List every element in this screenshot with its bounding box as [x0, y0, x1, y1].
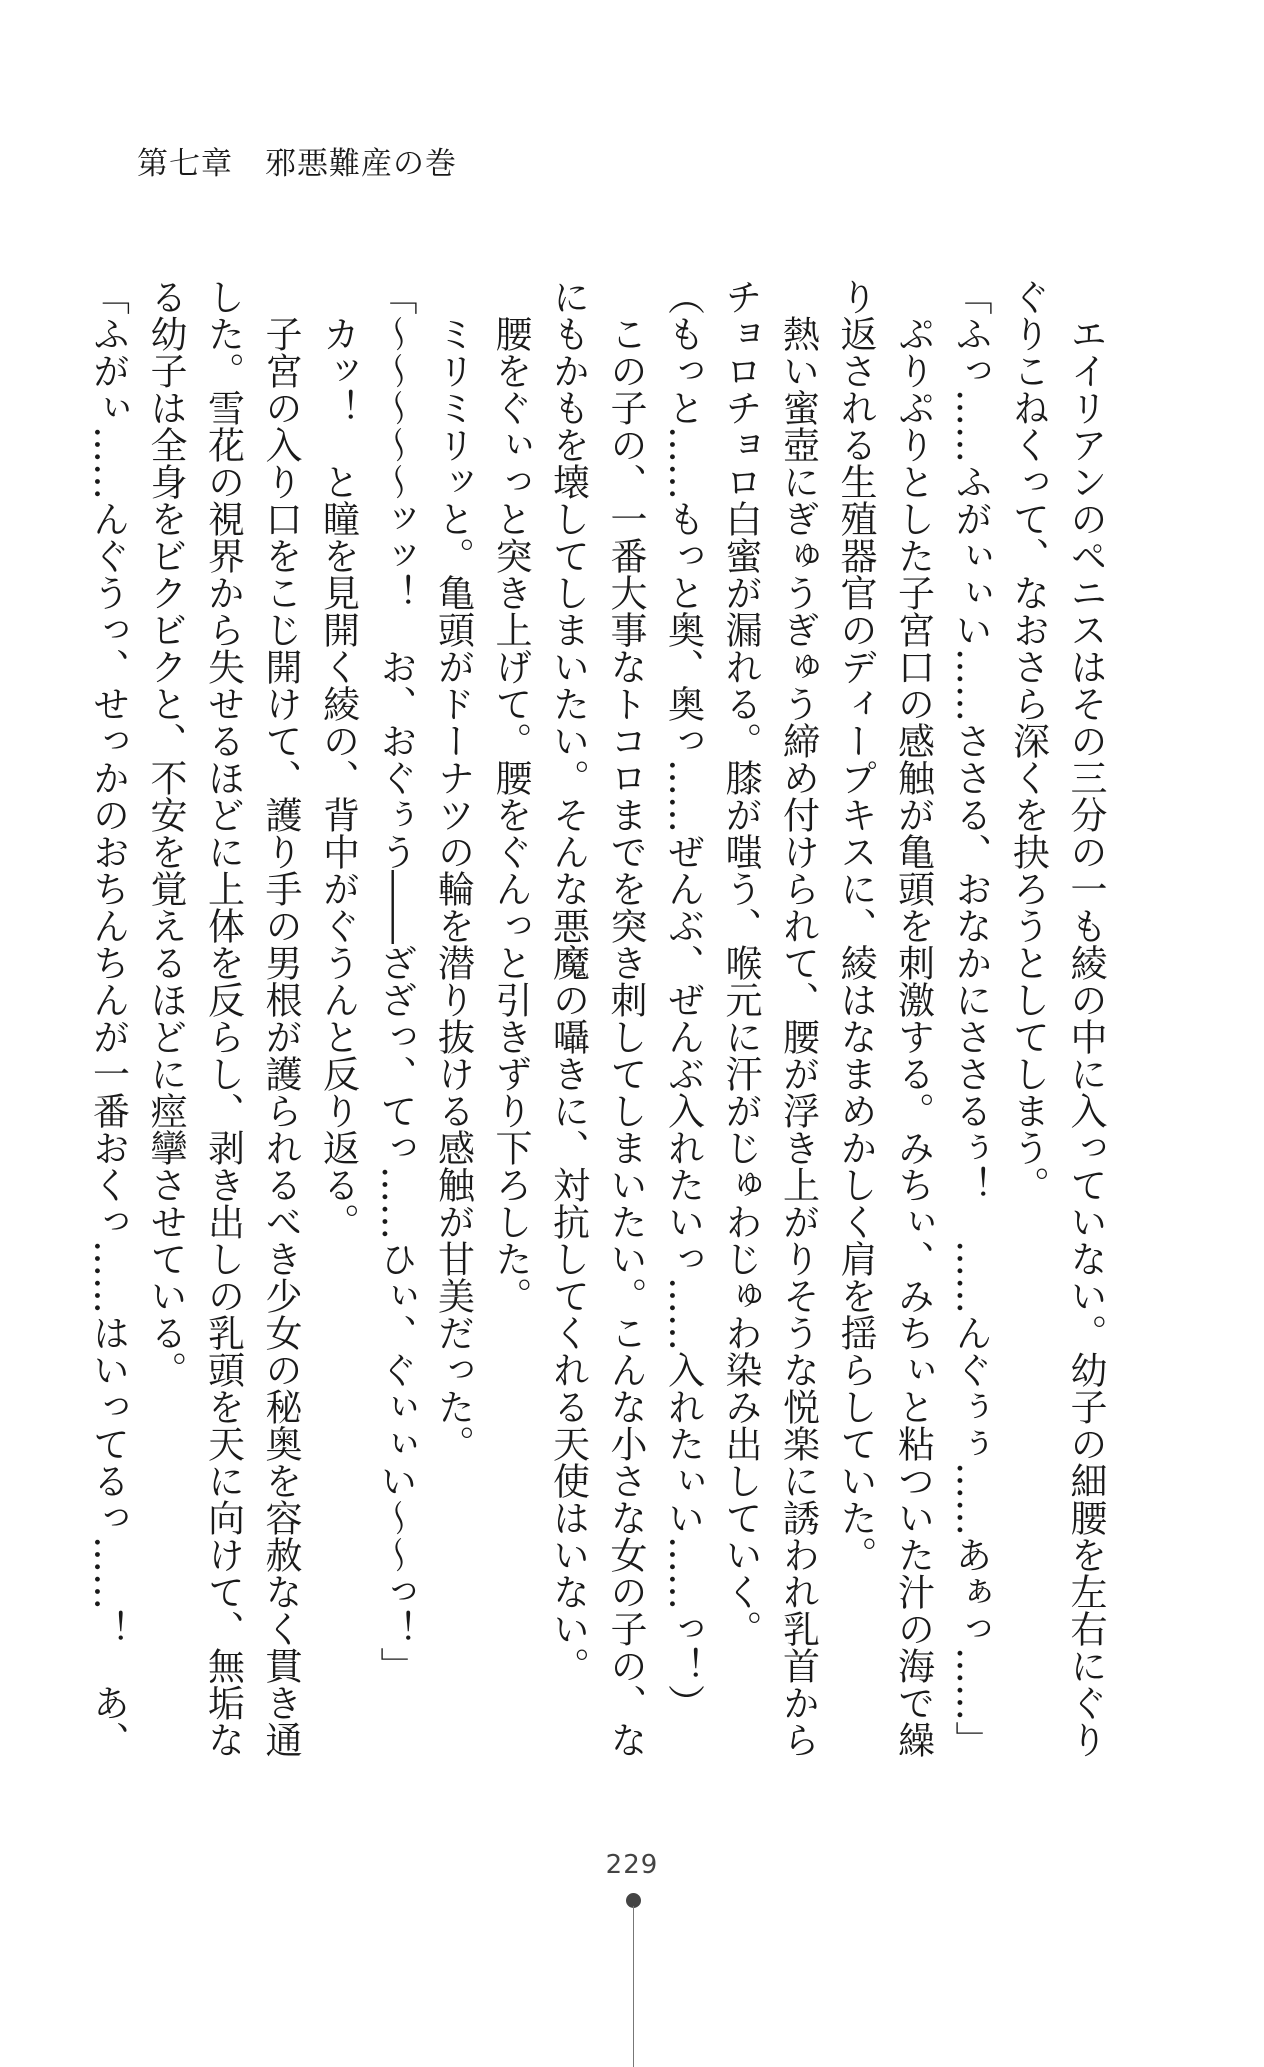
folio-line — [633, 1906, 634, 2067]
text-line-16: した。雪花の視界から失せるほどに上体を反らし、剥き出しの乳頭を天に向けて、無垢な — [201, 278, 245, 1758]
text-line-4: ぷりぷりとした子宮口の感触が亀頭を刺激する。みちぃ、みちぃと粘ついた汁の海で繰 — [891, 278, 935, 1758]
text-line-6: 熱い蜜壺にぎゅうぎゅう締め付けられて、腰が浮き上がりそうな悦楽に誘われ乳首から — [776, 278, 820, 1758]
text-line-17: る幼子は全身をビクビクと、不安を覚えるほどに痙攣させている。 — [144, 278, 187, 1388]
text-line-7: チョロチョロ白蜜が漏れる。膝が嗤う、喉元に汗がじゅわじゅわ染み出していく。 — [719, 278, 762, 1647]
text-line-2: ぐりこねくって、なおさら深くを抉ろうとしてしまう。 — [1006, 278, 1050, 1203]
text-line-13: 「～～～～～ッッ！ お、おぐぅう――ざざっ、てっ……ひぃ、ぐぃぃい～～っ！」 — [374, 278, 417, 1684]
text-line-3: 「ふっ……ふがぃぃい……ささる、おなかにささるぅ！ ……んぐぅぅ……あぁっ……」 — [949, 278, 992, 1758]
text-line-5: り返される生殖器官のディープキスに、綾はなまめかしく肩を揺らしていた。 — [834, 278, 877, 1573]
page-number: 229 — [605, 1850, 659, 1880]
text-line-14: カッ！ と瞳を見開く綾の、背中がぐうんと反り返る。 — [316, 278, 360, 1240]
text-line-10: にもかもを壊してしまいたい。そんな悪魔の囁きに、対抗してくれる天使はいない。 — [546, 278, 590, 1684]
vertical-body-text — [79, 278, 1114, 1758]
text-line-1: エイリアンのペニスはその三分の一も綾の中に入っていない。幼子の細腰を左右にぐり — [1064, 278, 1107, 1758]
chapter-title: 第七章 邪悪難産の巻 — [137, 146, 457, 182]
text-line-8: （もっと……もっと奥、奥っ……ぜんぶ、ぜんぶ入れたいっ……入れたぃい……っ！） — [661, 278, 705, 1721]
text-line-18: 「ふがぃ……んぐうっ、せっかのおちんちんが一番おくっ……はいってるっ……！ あ、 — [86, 278, 130, 1758]
text-line-9: この子の、一番大事なトコロまでを突き刺してしまいたい。こんな小さな女の子の、な — [604, 278, 647, 1758]
text-line-11: 腰をぐぃっと突き上げて。腰をぐんっと引きずり下ろした。 — [489, 278, 532, 1314]
text-line-12: ミリミリッと。亀頭がドーナツの輪を潜り抜ける感触が甘美だった。 — [431, 278, 475, 1462]
text-line-15: 子宮の入り口をこじ開けて、護り手の男根が護られるべき少女の秘奥を容赦なく貫き通 — [259, 278, 302, 1758]
